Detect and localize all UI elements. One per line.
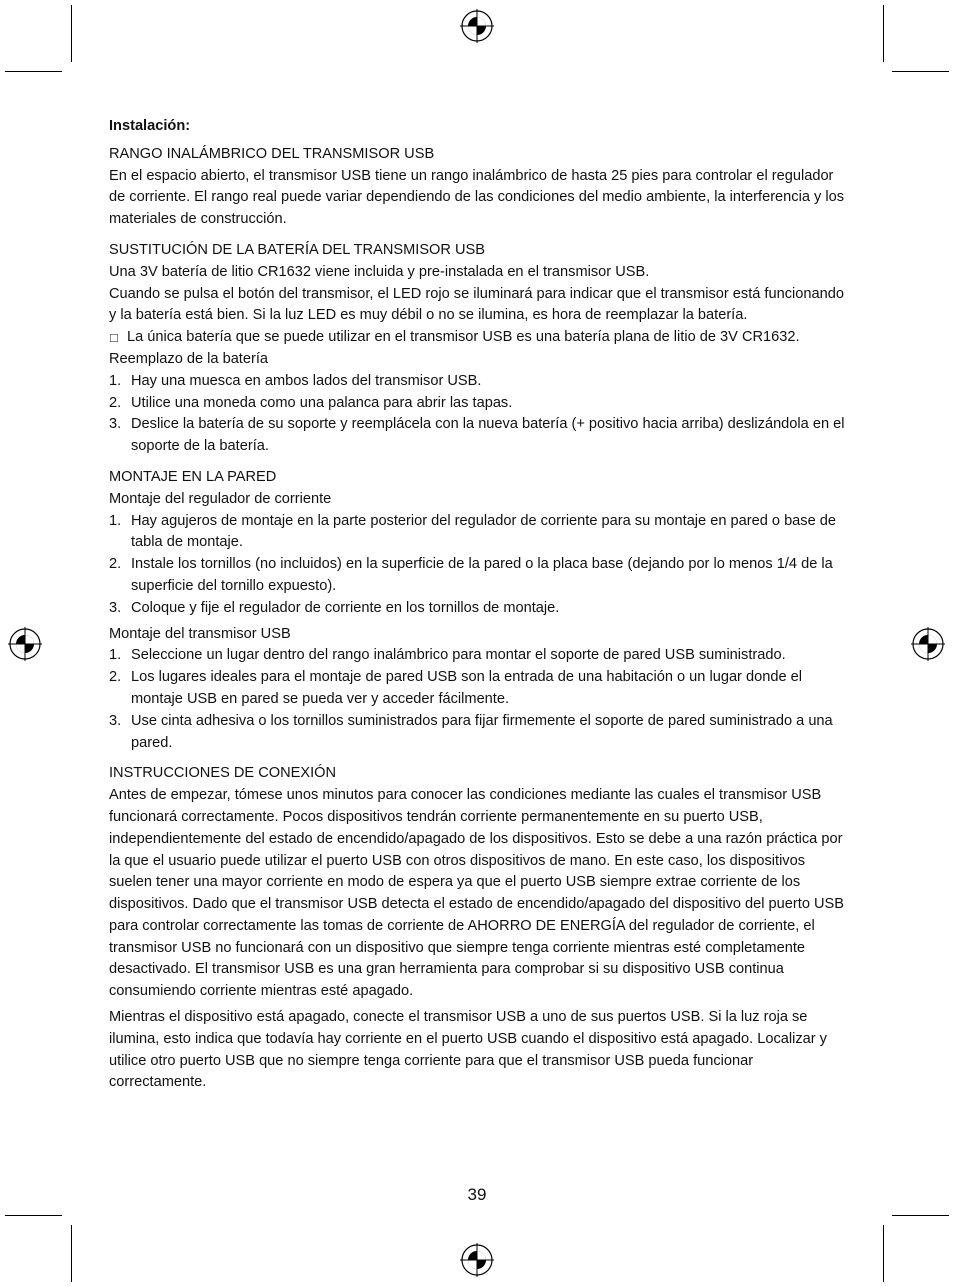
range-text: En el espacio abierto, el transmisor USB tiene un rango inalámbrico de hasta 25 pies para controlar el regulador de corriente. El rango real puede variar dependiendo de las condiciones del medio ambiente, la interferencia y los materiales de construcción. (109, 167, 845, 228)
registration-mark-icon (460, 9, 494, 43)
list-number: 3. (109, 712, 122, 729)
regulator-title: Montaje del regulador de corriente (109, 490, 332, 507)
list-number: 3. (109, 599, 122, 616)
crop-mark-top-right-v (883, 5, 884, 62)
battery-paragraph: Cuando se pulsa el botón del transmisor, el LED rojo se iluminará para indicar que el transmisor está funcionando y la batería está bien. Si la luz LED es muy débil o no se ilumina, es hora de reemplazar la batería. (109, 285, 844, 324)
checkbox-bullet-icon: □ (110, 330, 118, 346)
list-item (109, 711, 847, 755)
battery-bullet-text: La única batería que se puede utilizar en el transmisor USB es una batería plana de litio de 3V CR1632. (127, 329, 800, 346)
connection-paragraph: Antes de empezar, tómese unos minutos para conocer las condiciones mediante las cuales el transmisor USB funcionará correctamente. Pocos dispositivos tendrán corriente permanentemente en su puerto USB, independientemente del estado de encendido/apagado de los dispositivos. Esto se debe a una razón práctica por la que el usuario puede utilizar el puerto USB con otros dispositivos de mano. En este caso, los dispositivos suelen tener una mayor corriente en modo de espera ya que el puerto USB siempre extrae corriente de los dispositivos. Dado que el transmisor USB detecta el estado de encendido/apagado del dispositivo del puerto USB para controlar correctamente las tomas de corriente de AHORRO DE ENERGÍA del regulador de corriente, el transmisor USB no funcionará con un dispositivo que siempre tenga corriente mientras esté completamente desactivado. El transmisor USB es una gran herramienta para comprobar si su dispositivo USB continua consumiendo corriente mientras esté apagado. (109, 787, 845, 1000)
replace-title: Reemplazo de la batería (109, 350, 269, 367)
list-text: Coloque y fije el regulador de corriente en los tornillos de montaje. (131, 599, 560, 616)
registration-mark-icon (8, 627, 42, 661)
list-item (109, 645, 847, 667)
battery-title: SUSTITUCIÓN DE LA BATERÍA DEL TRANSMISOR USB (109, 241, 486, 258)
installation-heading: Instalación: (109, 118, 191, 134)
transmitter-steps-list (109, 645, 847, 754)
list-number: 1. (109, 647, 122, 664)
list-item (109, 598, 847, 620)
list-number: 1. (109, 372, 122, 389)
list-item (109, 414, 847, 458)
transmitter-title: Montaje del transmisor USB (109, 625, 291, 642)
list-item (109, 371, 847, 393)
list-text: Seleccione un lugar dentro del rango inalámbrico para montar el soporte de pared USB suministrado. (131, 647, 786, 664)
crop-mark-top-right-h (892, 71, 949, 72)
page-content (109, 116, 847, 1094)
wall-title: MONTAJE EN LA PARED (109, 468, 277, 485)
crop-mark-top-left-h (5, 71, 62, 72)
battery-paragraph: Una 3V batería de litio CR1632 viene incluida y pre-instalada en el transmisor USB. (109, 263, 650, 280)
list-number: 2. (109, 556, 122, 573)
list-item (109, 511, 847, 555)
connection-title: INSTRUCCIONES DE CONEXIÓN (109, 765, 337, 782)
list-text: Use cinta adhesiva o los tornillos suministrados para fijar firmemente el soporte de pared suministrado a una pared. (131, 712, 833, 751)
range-title: RANGO INALÁMBRICO DEL TRANSMISOR USB (109, 145, 435, 162)
list-item (109, 667, 847, 711)
crop-mark-bottom-right-h (892, 1215, 949, 1216)
list-number: 1. (109, 512, 122, 529)
list-text: Hay agujeros de montaje en la parte posterior del regulador de corriente para su montaje en pared o base de tabla de montaje. (131, 512, 836, 551)
connection-paragraph: Mientras el dispositivo está apagado, conecte el transmisor USB a uno de sus puertos USB. Si la luz roja se ilumina, esto indica que todavía hay corriente en el puerto USB cuando el dispositivo está apagado. Localizar y utilice otro puerto USB que no siempre tenga corriente para que el transmisor USB pueda funcionar correctamente. (109, 1009, 827, 1091)
list-text: Deslice la batería de su soporte y reemplácela con la nueva batería (+ positivo hacia arriba) deslizándola en el soporte de la batería. (131, 416, 845, 455)
page-number: 39 (467, 1185, 487, 1204)
list-item (109, 554, 847, 598)
crop-mark-bottom-left-h (5, 1215, 62, 1216)
list-text: Instale los tornillos (no incluidos) en la superficie de la pared o la placa base (dejando por lo menos 1/4 de la superficie del tornillo expuesto). (131, 556, 833, 594)
crop-mark-bottom-right-v (883, 1225, 884, 1282)
crop-mark-bottom-left-v (71, 1225, 72, 1282)
regulator-steps-list (109, 511, 847, 620)
list-number: 2. (109, 394, 122, 411)
registration-mark-icon (911, 627, 945, 661)
list-item (109, 393, 847, 415)
list-text: Los lugares ideales para el montaje de pared USB son la entrada de una habitación o un lugar donde el montaje USB en pared se pueda ver y acceder fácilmente. (131, 669, 802, 707)
battery-bullet (109, 327, 847, 349)
registration-mark-icon (460, 1243, 494, 1277)
list-text: Hay una muesca en ambos lados del transmisor USB. (131, 372, 482, 389)
battery-steps-list (109, 371, 847, 458)
crop-mark-top-left-v (71, 5, 72, 62)
list-number: 3. (109, 416, 122, 433)
list-text: Utilice una moneda como una palanca para abrir las tapas. (131, 394, 513, 411)
list-number: 2. (109, 669, 122, 686)
